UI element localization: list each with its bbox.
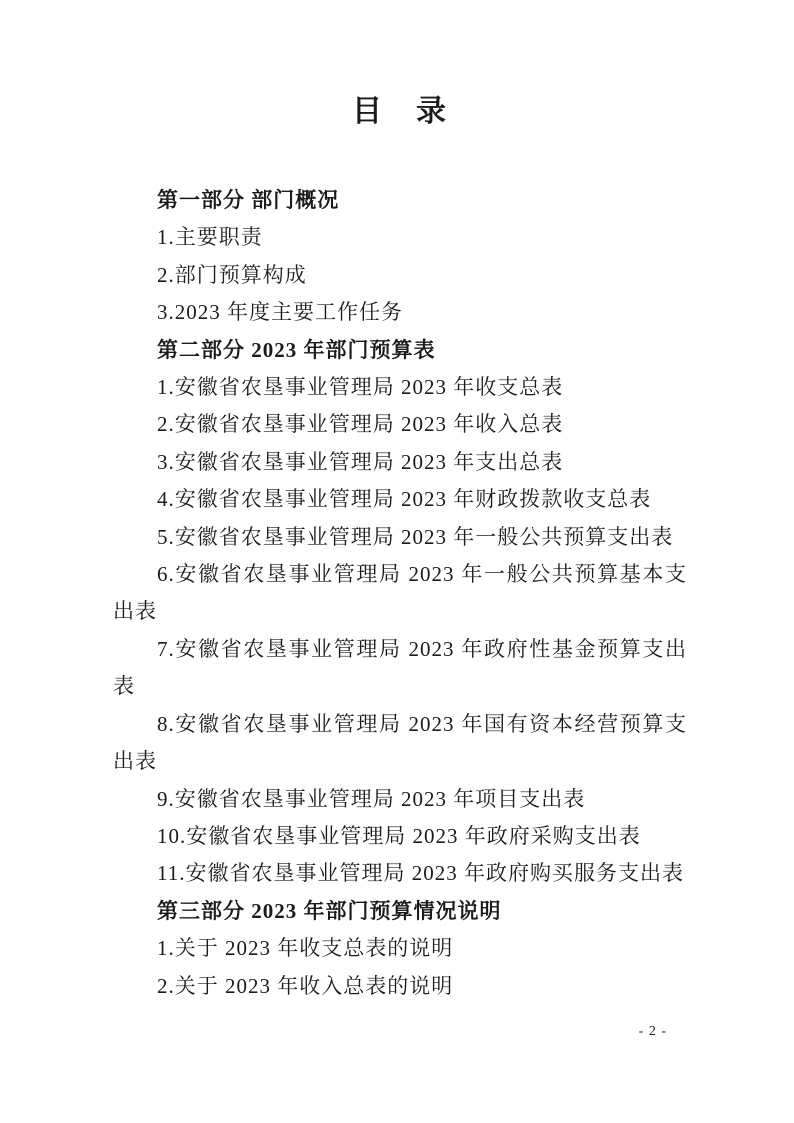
toc-section-heading: 第三部分 2023 年部门预算情况说明 [157,898,502,923]
page-number: - 2 - [638,1024,667,1039]
toc-item: 8.安徽省农垦事业管理局 2023 年国有资本经营预算支出表 [113,711,687,774]
toc-section-heading: 第二部分 2023 年部门预算表 [157,337,436,362]
toc-item: 11.安徽省农垦事业管理局 2023 年政府购买服务支出表 [157,861,684,886]
toc-item: 2.关于 2023 年收入总表的说明 [157,973,454,998]
toc-item: 6.安徽省农垦事业管理局 2023 年一般公共预算基本支出表 [113,562,687,624]
table-of-contents [113,182,687,1005]
toc-item: 10.安徽省农垦事业管理局 2023 年政府采购支出表 [157,823,641,848]
toc-section-heading: 第一部分 部门概况 [157,188,340,212]
toc-item: 4.安徽省农垦事业管理局 2023 年财政拨款收支总表 [157,487,652,512]
toc-item: 1.关于 2023 年收支总表的说明 [157,936,454,961]
toc-item: 7.安徽省农垦事业管理局 2023 年政府性基金预算支出表 [113,636,687,699]
toc-item: 2.安徽省农垦事业管理局 2023 年收入总表 [157,412,564,437]
toc-item: 1.主要职责 [157,225,263,250]
toc-item: 1.安徽省农垦事业管理局 2023 年收支总表 [157,375,564,400]
toc-item: 2.部门预算构成 [157,262,307,287]
page-title: 目 录 [352,95,448,128]
toc-item: 3.2023 年度主要工作任务 [157,300,403,325]
toc-item: 3.安徽省农垦事业管理局 2023 年支出总表 [157,449,564,474]
toc-item: 5.安徽省农垦事业管理局 2023 年一般公共预算支出表 [157,524,674,549]
toc-item: 9.安徽省农垦事业管理局 2023 年项目支出表 [157,786,586,811]
